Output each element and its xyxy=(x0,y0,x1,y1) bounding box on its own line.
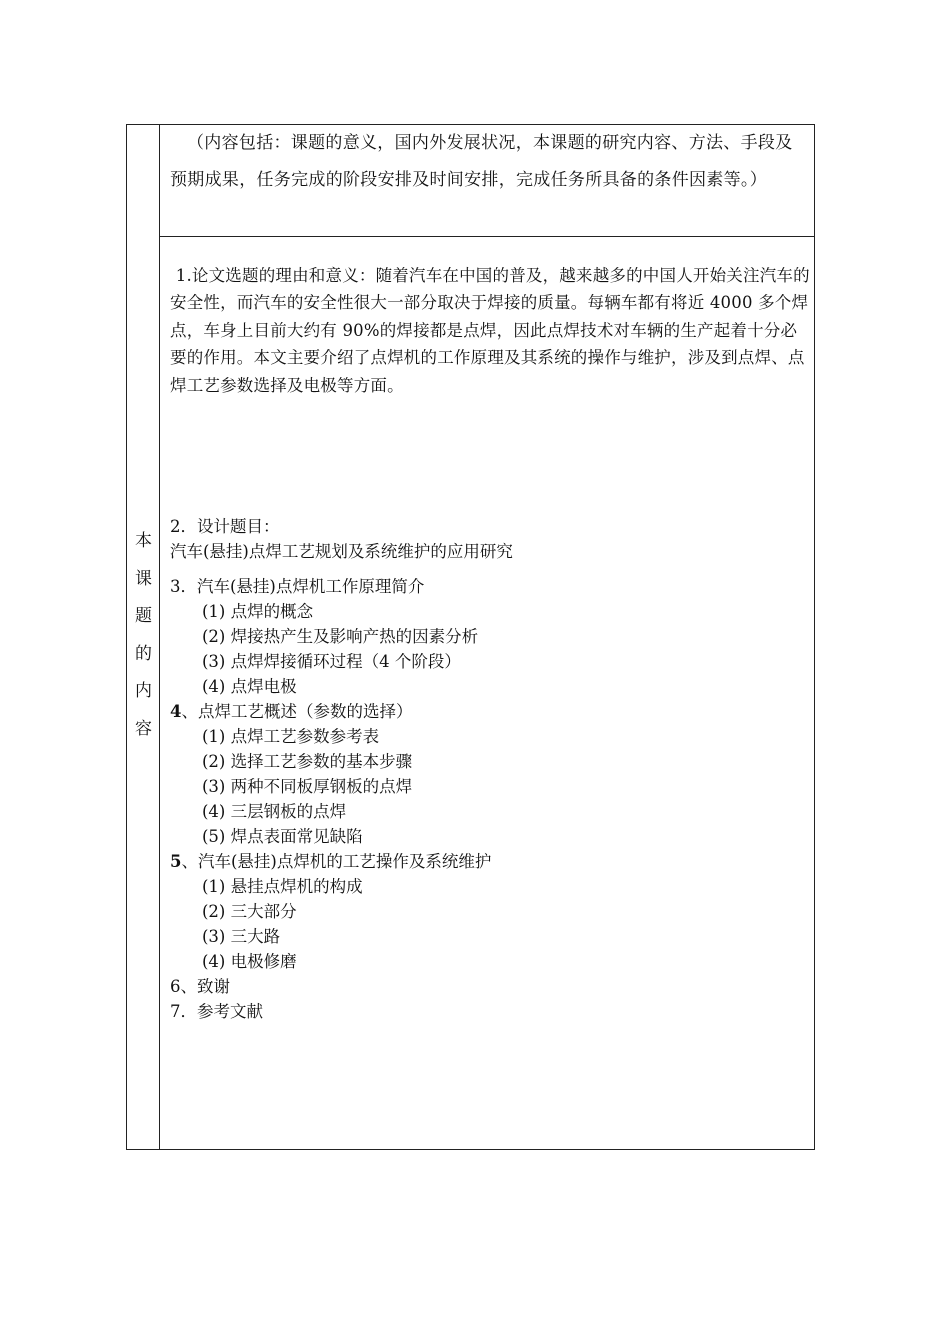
section-3-item: (2) 焊接热产生及影响产热的因素分析 xyxy=(202,627,479,646)
section-label-char: 本 xyxy=(135,531,152,551)
section-label-char: 课 xyxy=(135,568,152,589)
section-label-char: 容 xyxy=(135,718,152,739)
section-4-item: (3) 两种不同板厚钢板的点焊 xyxy=(202,777,413,796)
design-title: 汽车(悬挂)点焊工艺规划及系统维护的应用研究 xyxy=(170,542,513,561)
instructions-cell xyxy=(160,125,814,237)
section-3-item: (4) 点焊电极 xyxy=(202,677,297,696)
section-4-heading xyxy=(170,699,412,724)
section-7-heading: 7．参考文献 xyxy=(170,1002,263,1021)
section-label-char: 内 xyxy=(135,681,152,701)
section-4-item: (5) 焊点表面常见缺陷 xyxy=(202,827,363,846)
section-4-item: (1) 点焊工艺参数参考表 xyxy=(202,727,380,746)
section-label xyxy=(127,523,160,748)
section-4-number: 4 xyxy=(170,702,182,721)
section-4-item: (2) 选择工艺参数的基本步骤 xyxy=(202,752,413,771)
section-5-title: 、汽车(悬挂)点焊机的工艺操作及系统维护 xyxy=(181,852,492,871)
section-label-column xyxy=(127,125,160,1149)
instructions-text: （内容包括：课题的意义，国内外发展状况，本课题的研究内容、方法、手段及预期成果，任务完成的阶段安排及时间安排，完成任务所具备的条件因素等。） xyxy=(170,133,793,190)
section-label-char: 题 xyxy=(135,606,152,626)
design-heading: 2．设计题目： xyxy=(170,517,280,536)
section-3-heading: 3．汽车(悬挂)点焊机工作原理简介 xyxy=(170,577,425,596)
section-4-title: 、点焊工艺概述（参数的选择） xyxy=(181,702,413,721)
proposal-form-table xyxy=(126,124,815,1150)
section-4-item: (4) 三层钢板的点焊 xyxy=(202,802,347,821)
section-5-heading xyxy=(170,849,491,874)
intro-paragraph: 1.论文选题的理由和意义：随着汽车在中国的普及，越来越多的中国人开始关注汽车的安全性，而汽车的安全性很大一部分取决于焊接的质量。每辆车都有将近 4000 多个焊点，车身上目前大约有 90%的焊接都是点焊，因此点焊技术对车辆的生产起着十分必要的作用。本文主要介绍了点焊机的工作原理及其系统的操作与维护，涉及到点焊、点焊工艺参数选择及电极等方面。 xyxy=(170,266,810,395)
section-3-item: (3) 点焊焊接循环过程（4 个阶段） xyxy=(202,652,461,671)
section-5-item: (2) 三大部分 xyxy=(202,902,297,921)
section-5-item: (1) 悬挂点焊机的构成 xyxy=(202,877,363,896)
content-cell xyxy=(160,237,814,1149)
section-5-item: (4) 电极修磨 xyxy=(202,952,297,971)
section-5-number: 5 xyxy=(170,852,182,871)
section-label-char: 的 xyxy=(135,643,152,664)
section-3-item: (1) 点焊的概念 xyxy=(202,602,314,621)
section-6-heading: 6、致谢 xyxy=(170,977,230,996)
section-5-item: (3) 三大路 xyxy=(202,927,281,946)
